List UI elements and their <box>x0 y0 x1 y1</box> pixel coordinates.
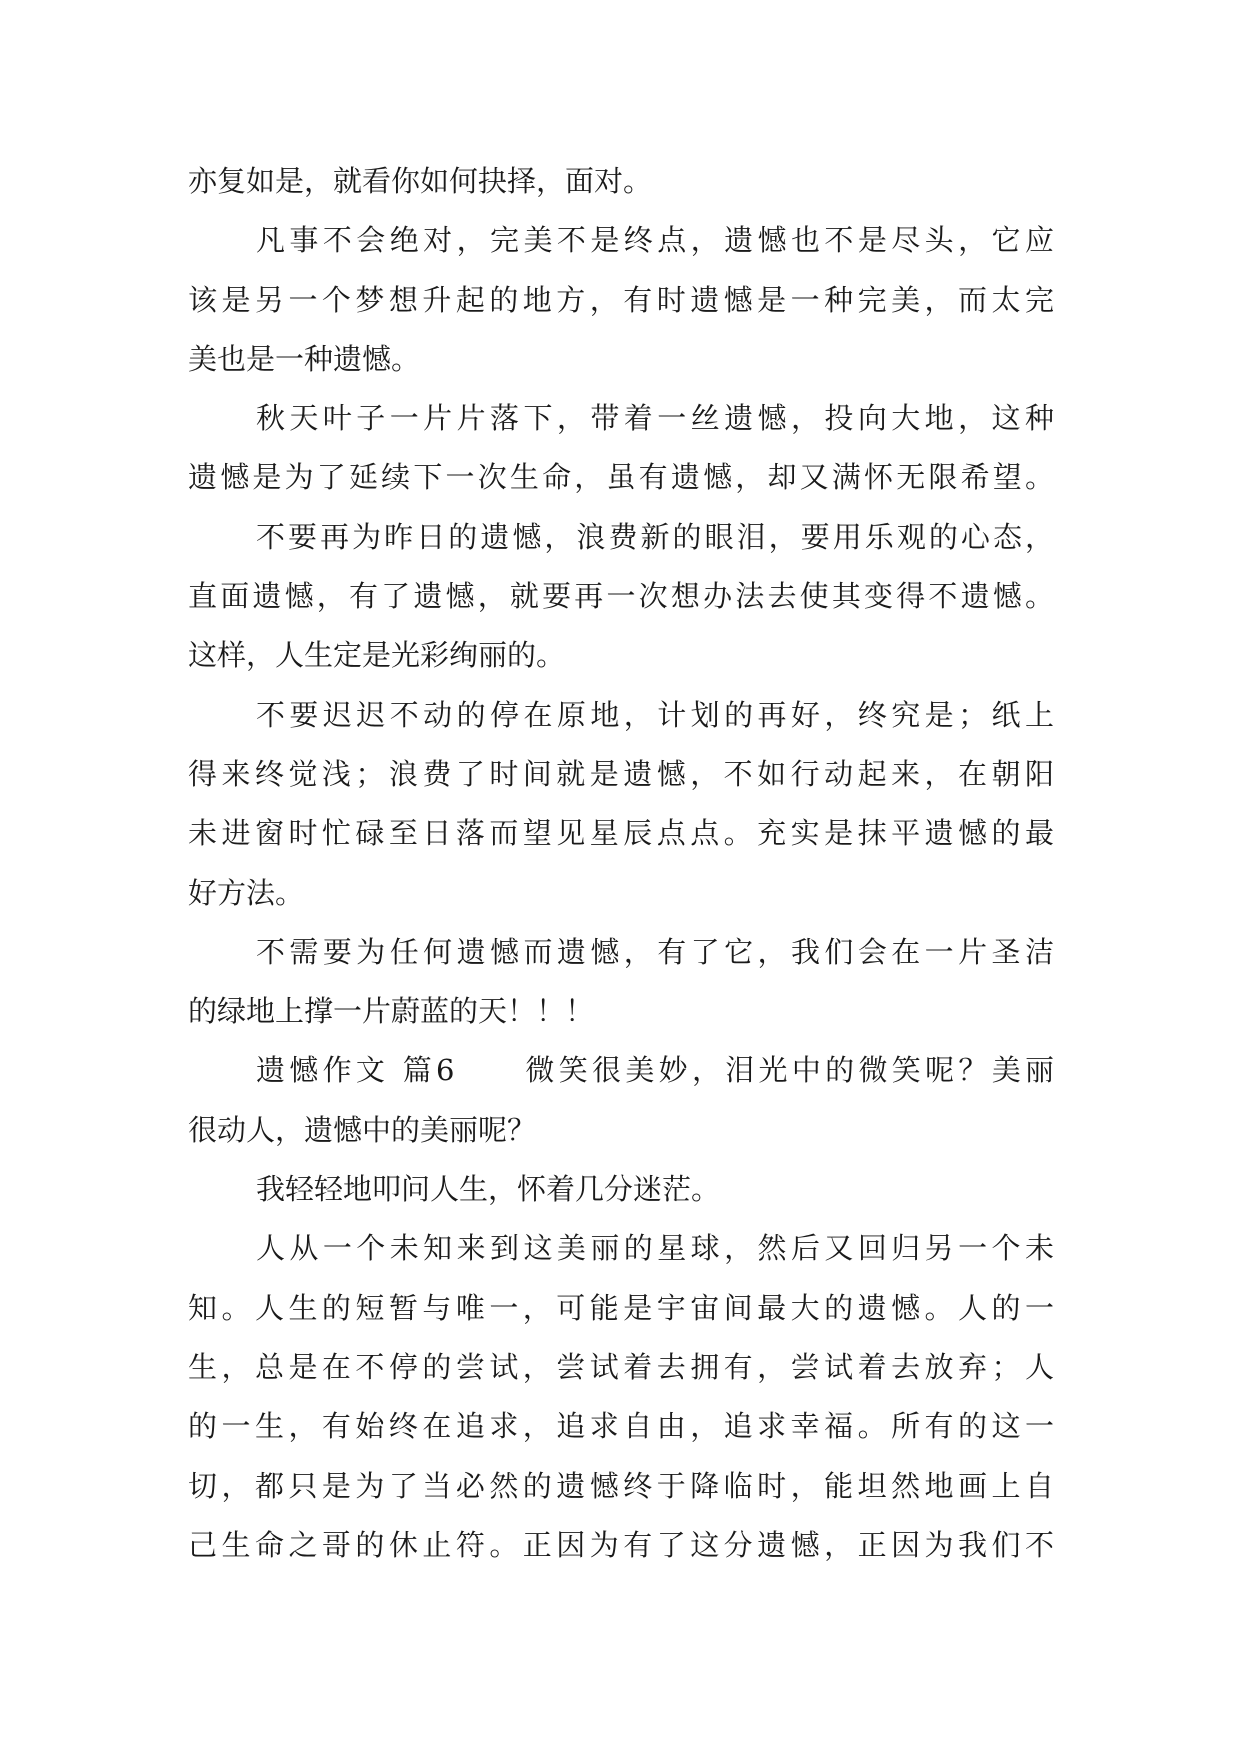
text-line: 秋天叶子一片片落下，带着一丝遗憾，投向大地，这种 <box>256 401 1054 436</box>
text-line: 直面遗憾，有了遗憾，就要再一次想办法去使其变得不遗憾。 <box>188 579 1054 614</box>
text-line: 遗憾是为了延续下一次生命，虽有遗憾，却又满怀无限希望。 <box>188 460 1054 495</box>
text-line: 该是另一个梦想升起的地方，有时遗憾是一种完美，而太完 <box>188 282 1054 317</box>
text-line: 得来终觉浅；浪费了时间就是遗憾，不如行动起来，在朝阳 <box>188 756 1054 791</box>
text-line: 遗憾作文 篇6 微笑很美妙，泪光中的微笑呢？美丽 <box>256 1053 1054 1088</box>
text-line: 的绿地上撑一片蔚蓝的天！！！ <box>188 994 595 1029</box>
text-line: 亦复如是，就看你如何抉择，面对。 <box>188 164 653 198</box>
text-line: 不要迟迟不动的停在原地，计划的再好，终究是；纸上 <box>256 697 1054 732</box>
text-line: 美也是一种遗憾。 <box>188 341 421 376</box>
text-line: 很动人，遗憾中的美丽呢？ <box>188 1112 537 1147</box>
text-line: 这样，人生定是光彩绚丽的。 <box>188 638 566 673</box>
document-body <box>188 152 1054 1575</box>
text-line: 生，总是在不停的尝试，尝试着去拥有，尝试着去放弃；人 <box>188 1349 1054 1384</box>
text-line: 好方法。 <box>188 875 305 910</box>
text-line: 我轻轻地叩问人生，怀着几分迷茫。 <box>256 1172 721 1207</box>
text-line: 切，都只是为了当必然的遗憾终于降临时，能坦然地画上自 <box>188 1468 1054 1503</box>
text-line: 未进窗时忙碌至日落而望见星辰点点。充实是抹平遗憾的最 <box>188 816 1054 851</box>
text-line: 的一生，有始终在追求，追求自由，追求幸福。所有的这一 <box>188 1409 1054 1444</box>
text-line: 不需要为任何遗憾而遗憾，有了它，我们会在一片圣洁 <box>256 934 1054 969</box>
text-line: 人从一个未知来到这美丽的星球，然后又回归另一个未 <box>256 1231 1054 1266</box>
text-line: 凡事不会绝对，完美不是终点，遗憾也不是尽头，它应 <box>256 223 1054 258</box>
text-line: 知。人生的短暂与唯一，可能是宇宙间最大的遗憾。人的一 <box>188 1290 1054 1325</box>
text-line: 不要再为昨日的遗憾，浪费新的眼泪，要用乐观的心态， <box>256 519 1054 554</box>
text-line: 己生命之哥的休止符。正因为有了这分遗憾，正因为我们不 <box>188 1527 1054 1562</box>
